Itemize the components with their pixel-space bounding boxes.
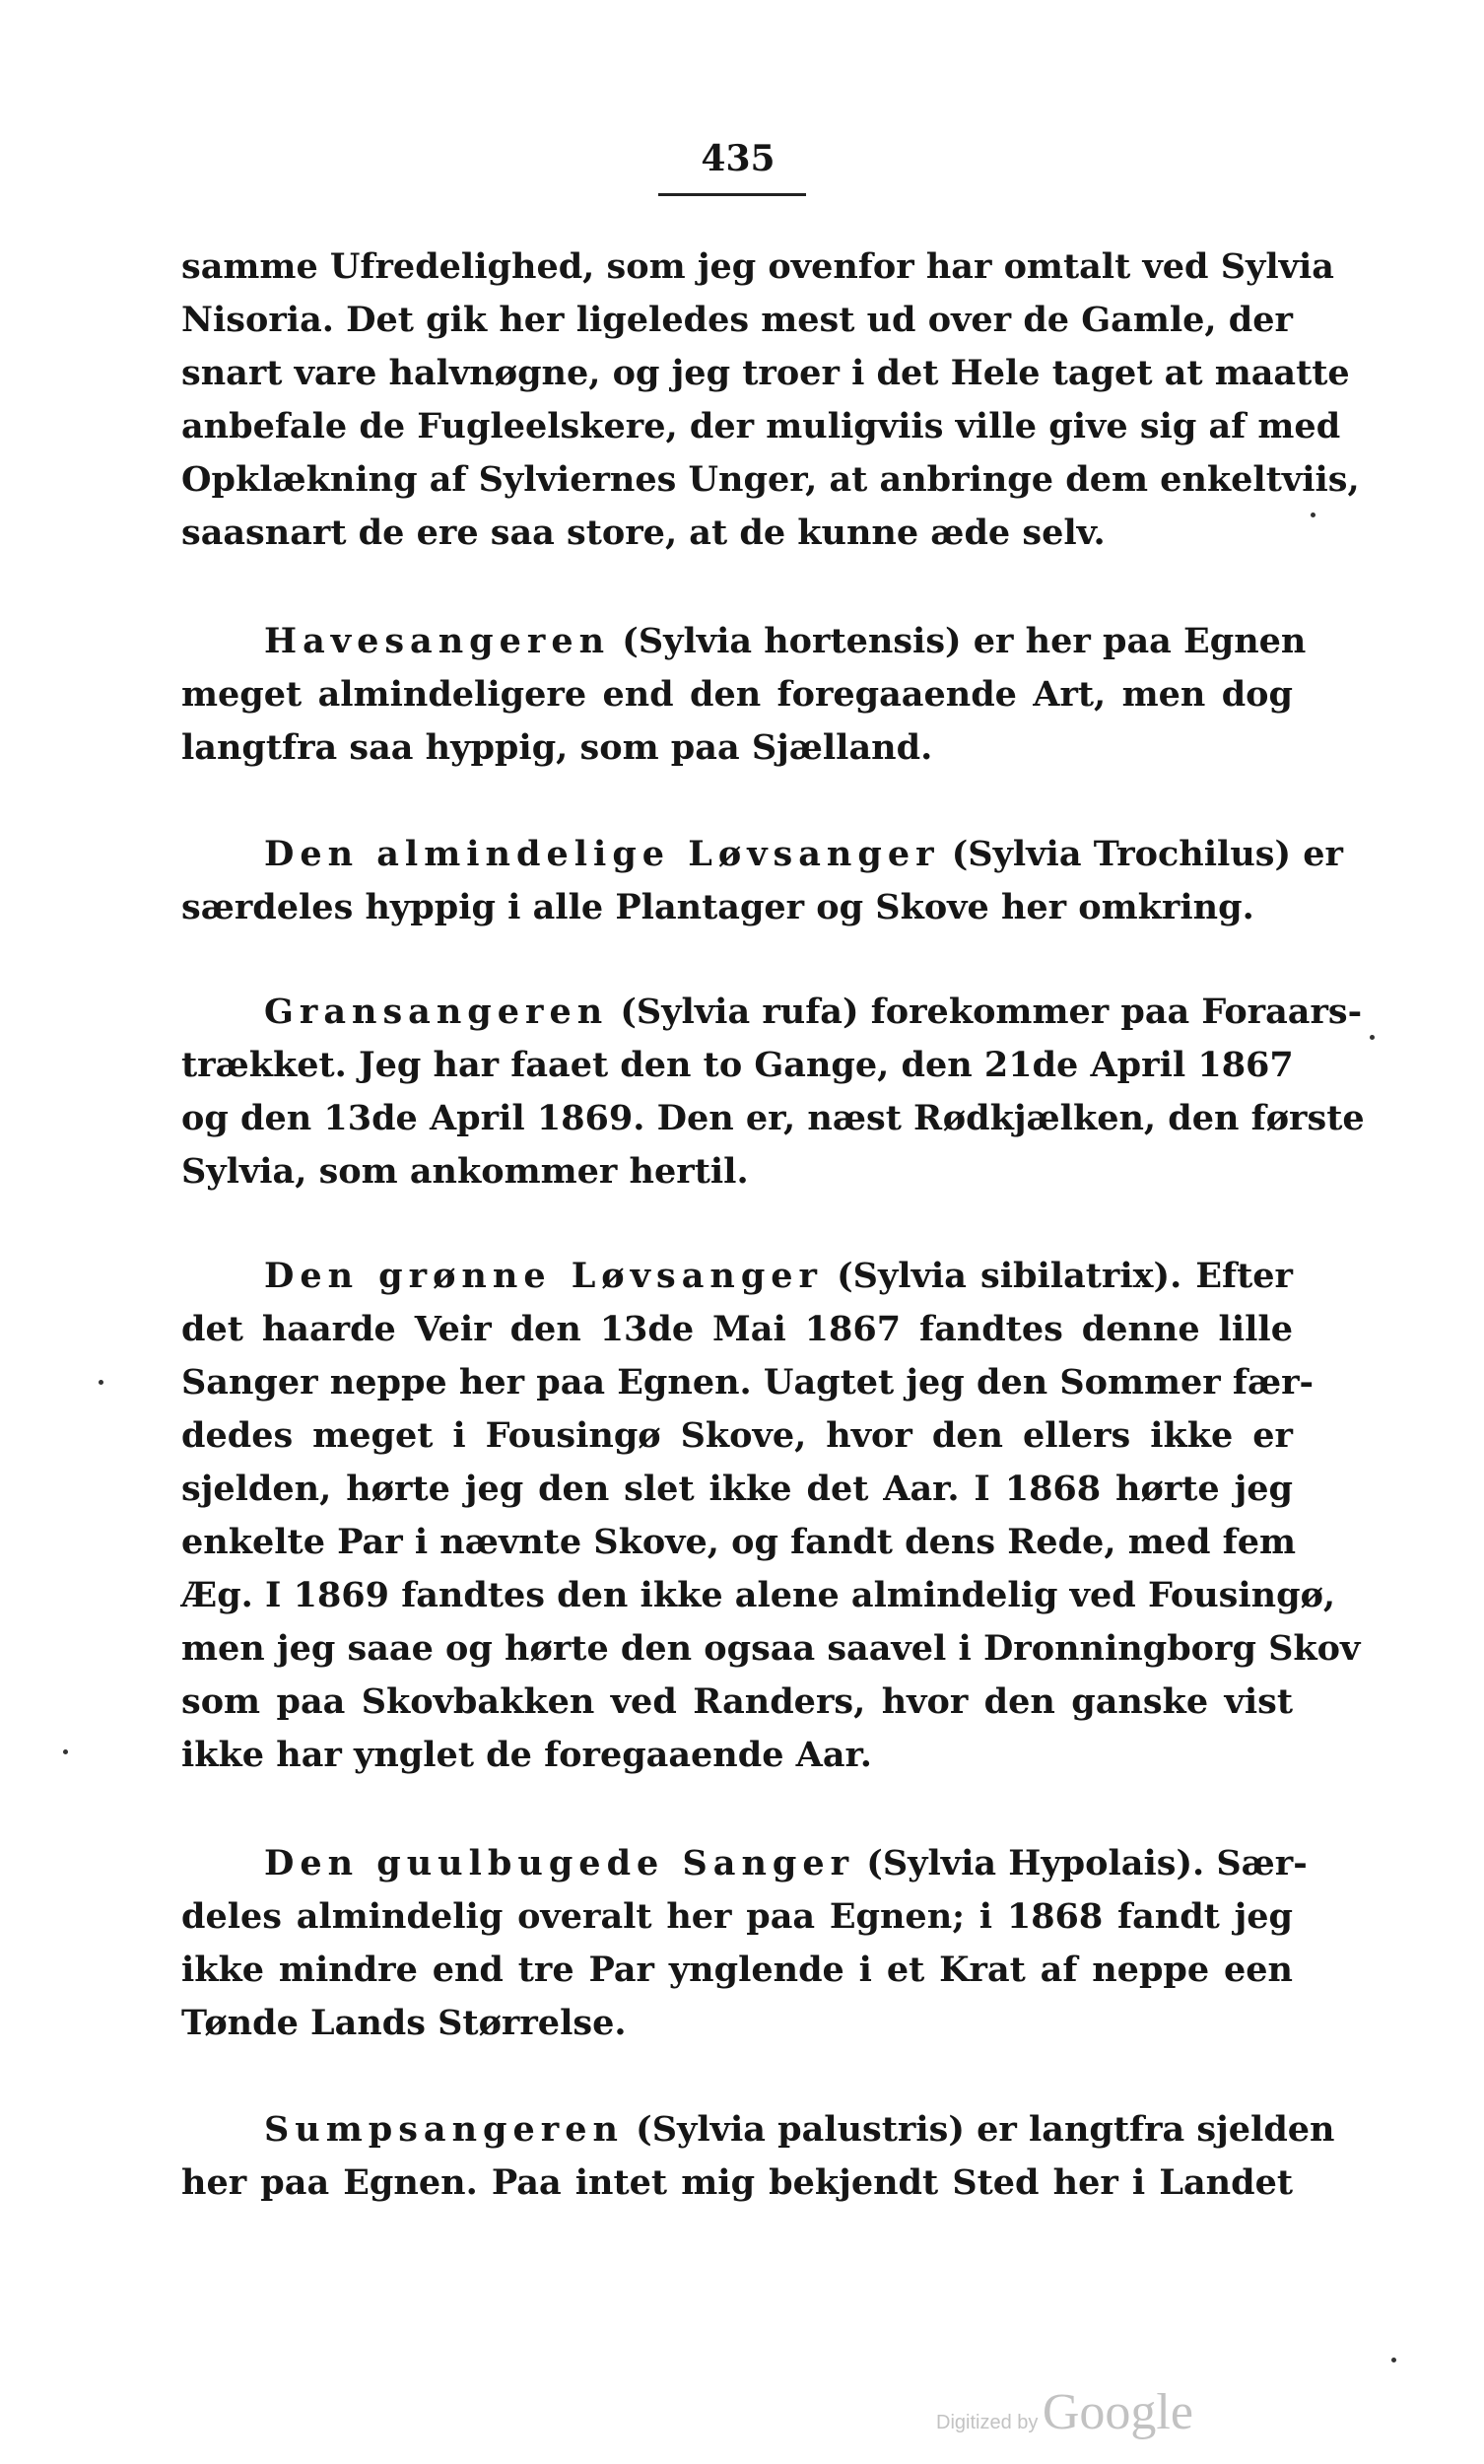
page-number: 435 — [701, 138, 776, 179]
paragraph-2 — [181, 615, 1307, 775]
species-name: Den almindelige Løvsanger — [264, 834, 940, 874]
text-line: særdeles hyppig i alle Plantager og Skove her omkring. — [181, 887, 1254, 927]
text-run: (Sylvia palustris) er langtfra sjelden — [636, 2109, 1335, 2150]
scan-speck — [99, 1380, 103, 1385]
text-run: (Sylvia sibilatrix). Efter — [837, 1256, 1293, 1296]
paragraph-4 — [181, 986, 1365, 1198]
text-line — [181, 1837, 1308, 1890]
text-line: ikke mindre end tre Par ynglende i et Krat af neppe een — [181, 1950, 1293, 1990]
text-line: enkelte Par i nævnte Skove, og fandt dens Rede, med fem — [181, 1522, 1297, 1562]
text-line: snart vare halvnøgne, og jeg troer i det Hele taget at maatte — [181, 353, 1350, 393]
text-line: anbefale de Fugleelskere, der muligviis ville give sig af med — [181, 406, 1341, 446]
text-line: Æg. I 1869 fandtes den ikke alene almindelig ved Fousingø, — [181, 1575, 1336, 1615]
text-line — [181, 615, 1307, 668]
digitized-by-google-watermark — [936, 2383, 1193, 2441]
scan-speck — [1311, 513, 1315, 517]
page-number-rule — [658, 193, 806, 196]
text-line — [181, 1250, 1293, 1303]
text-line: deles almindelig overalt her paa Egnen; i 1868 fandt jeg — [181, 1896, 1293, 1937]
text-line: samme Ufredelighed, som jeg ovenfor har omtalt ved Sylvia — [181, 246, 1334, 287]
species-name: Sumpsangeren — [264, 2109, 624, 2150]
text-line — [181, 828, 1343, 881]
species-name: Den guulbugede Sanger — [264, 1843, 855, 1883]
text-line: Nisoria. Det gik her ligeledes mest ud over de Gamle, der — [181, 300, 1293, 340]
text-line: meget almindeligere end den foregaaende Art, men dog — [181, 674, 1293, 715]
text-run: (Sylvia Hypolais). Sær- — [866, 1843, 1308, 1883]
text-line — [181, 986, 1363, 1039]
text-line: trækket. Jeg har faaet den to Gange, den 21de April 1867 — [181, 1045, 1294, 1085]
text-line: og den 13de April 1869. Den er, næst Rødkjælken, den første — [181, 1098, 1365, 1138]
text-run: (Sylvia hortensis) er her paa Egnen — [622, 621, 1307, 661]
text-run: (Sylvia rufa) forekommer paa Foraars- — [620, 992, 1363, 1032]
text-run: (Sylvia Trochilus) er — [951, 834, 1343, 874]
scan-speck — [63, 1749, 68, 1754]
text-line: langtfra saa hyppig, som paa Sjælland. — [181, 727, 933, 768]
paragraph-1 — [181, 240, 1360, 560]
text-line: sjelden, hørte jeg den slet ikke det Aar. I 1868 hørte jeg — [181, 1469, 1293, 1509]
text-line: her paa Egnen. Paa intet mig bekjendt Sted her i Landet — [181, 2162, 1293, 2203]
species-name: Den grønne Løvsanger — [264, 1256, 824, 1296]
watermark-prefix: Digitized by — [936, 2412, 1039, 2433]
text-line: Opklækning af Sylviernes Unger, at anbringe dem enkeltviis, — [181, 459, 1360, 500]
text-line — [181, 2103, 1335, 2156]
scan-speck — [1370, 1035, 1375, 1040]
google-logo: Google — [1042, 2384, 1193, 2440]
paragraph-3 — [181, 828, 1343, 934]
paragraph-6 — [181, 1837, 1308, 2050]
species-name: Gransangeren — [264, 992, 609, 1032]
text-line: som paa Skovbakken ved Randers, hvor den ganske vist — [181, 1681, 1293, 1722]
text-line: men jeg saae og hørte den ogsaa saavel i Dronningborg Skov — [181, 1628, 1361, 1669]
text-line: Sanger neppe her paa Egnen. Uagtet jeg den Sommer fær- — [181, 1362, 1315, 1403]
text-line: Sylvia, som ankommer hertil. — [181, 1151, 749, 1192]
scan-speck — [1391, 2358, 1396, 2362]
text-line: saasnart de ere saa store, at de kunne æde selv. — [181, 513, 1106, 553]
paragraph-7 — [181, 2103, 1335, 2210]
species-name: Havesangeren — [264, 621, 611, 661]
text-line: det haarde Veir den 13de Mai 1867 fandtes denne lille — [181, 1309, 1293, 1349]
text-line: dedes meget i Fousingø Skove, hvor den ellers ikke er — [181, 1415, 1293, 1456]
text-line: ikke har ynglet de foregaaende Aar. — [181, 1735, 872, 1775]
text-line: Tønde Lands Størrelse. — [181, 2003, 627, 2043]
paragraph-5 — [181, 1250, 1361, 1782]
